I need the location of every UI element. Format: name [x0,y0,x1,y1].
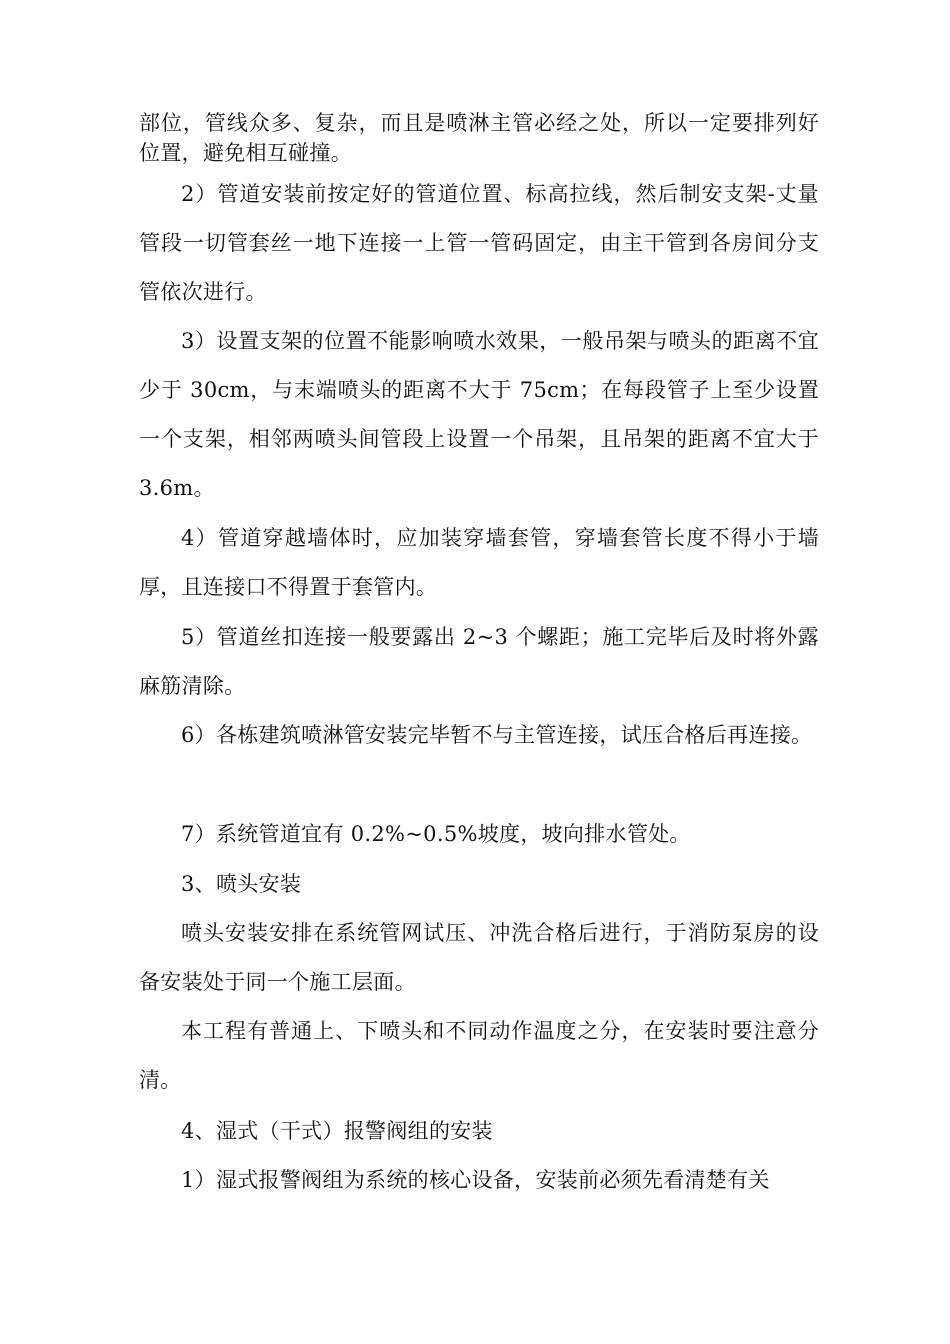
paragraph-4: 4）管道穿越墙体时，应加装穿墙套管，穿墙套管长度不得小于墙厚，且连接口不得置于套管内。 [139,526,819,599]
paragraph-9: 本工程有普通上、下喷头和不同动作温度之分，在安装时要注意分清。 [139,1019,819,1092]
paragraph-7: 7）系统管道宜有 0.2%~0.5%坡度，坡向排水管处。 [181,822,691,846]
paragraph-1: 部位，管线众多、复杂，而且是喷淋主管必经之处，所以一定要排列好位置，避免相互碰撞。 [139,111,819,165]
paragraph-6: 6）各栋建筑喷淋管安装完毕暂不与主管连接，试压合格后再连接。 [181,723,813,747]
section-heading-sprinkler: 3、喷头安装 [181,872,302,896]
paragraph-5: 5）管道丝扣连接一般要露出 2~3 个螺距；施工完毕后及时将外露麻筋清除。 [139,625,819,698]
section-heading-alarm-valve: 4、湿式（干式）报警阀组的安装 [181,1119,493,1143]
paragraph-3: 3）设置支架的位置不能影响喷水效果，一般吊架与喷头的距离不宜少于 30cm，与末端喷头的距离不大于 75cm；在每段管子上至少设置一个支架，相邻两喷头间管段上设置一个吊架，且吊架的距离不宜大于 3.6m。 [139,329,819,500]
paragraph-10: 1）湿式报警阀组为系统的核心设备，安装前必须先看清楚有关 [181,1168,770,1192]
paragraph-2: 2）管道安装前按定好的管道位置、标高拉线，然后制安支架-丈量管段一切管套丝一地下连接一上管一管码固定，由主干管到各房间分支管依次进行。 [139,182,819,304]
paragraph-8: 喷头安装安排在系统管网试压、冲洗合格后进行，于消防泵房的设备安装处于同一个施工层面。 [139,921,819,994]
